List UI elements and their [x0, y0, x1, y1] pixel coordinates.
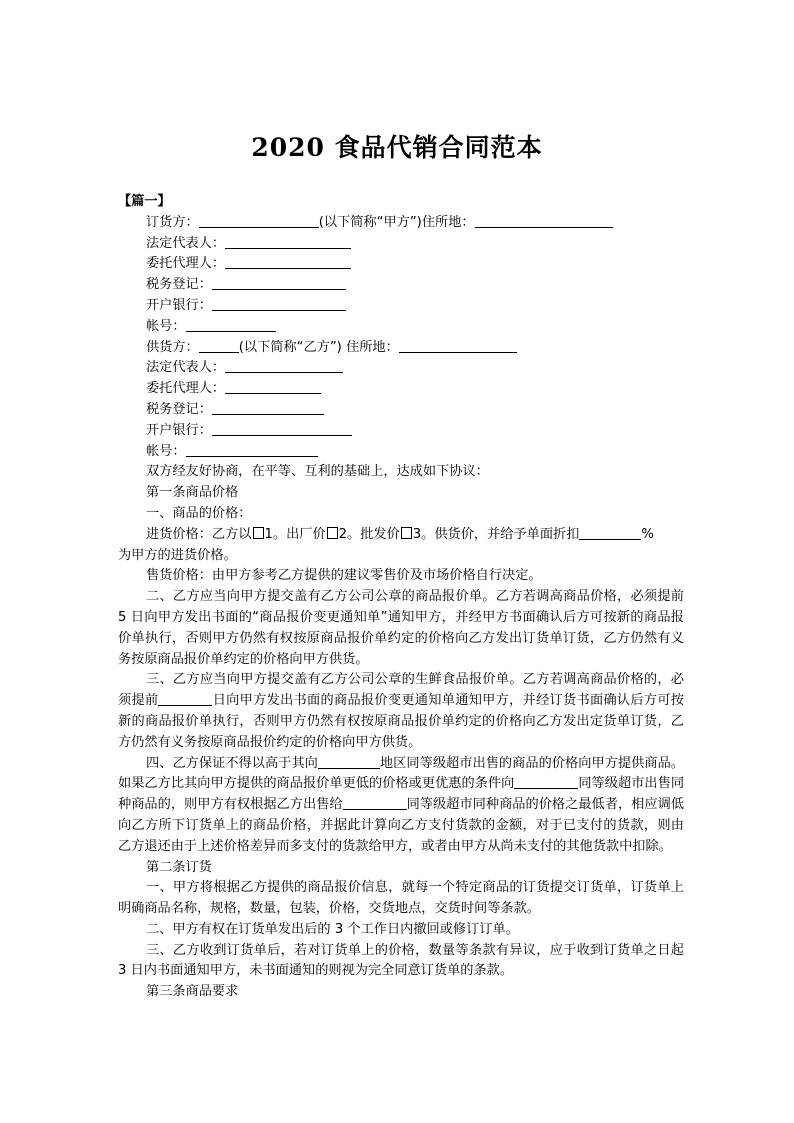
seller-account-line	[118, 442, 684, 463]
clause-3-text-a: 三、乙方应当向甲方提交盖有乙方公司公章的生鲜食品报价单。乙方若调高商品价格的，必须提前	[118, 672, 684, 709]
tax-blank[interactable]	[212, 400, 324, 415]
buyer-account-line	[118, 317, 684, 338]
document-title: 2020 食品代销合同范本	[251, 133, 543, 162]
article-2-clause-1: 一、甲方将根据乙方提供的商品报价信息，就每一个特定商品的订货提交订货单，订货单上明确商品名称，规格，数量，包装，价格，交货地点，交货时间等条款。	[118, 880, 684, 917]
seller-bank-line	[118, 421, 684, 442]
competitor-blank[interactable]	[514, 774, 578, 789]
tax-label: 税务登记：	[146, 401, 212, 417]
agent-label: 委托代理人：	[146, 256, 226, 272]
buyer-line	[118, 213, 684, 234]
clause-4-text-c: 同等级超市出售同种商品的，则甲方有权根据乙方出售给	[118, 776, 685, 813]
clause-4-text-a: 四、乙方保证不得以高于其向	[146, 755, 318, 771]
article-1-clause-4	[118, 754, 684, 858]
seller-alias: (以下简称“乙方”) 住所地：	[238, 339, 399, 355]
article-2-heading: 第二条订货	[146, 859, 212, 875]
buyer-agent-line	[118, 254, 684, 275]
article-3-heading: 第三条商品要求	[146, 984, 239, 1000]
account-blank[interactable]	[186, 442, 318, 457]
discount-blank[interactable]	[579, 525, 641, 540]
article-1-clause-1: 一、商品的价格：	[146, 505, 252, 521]
bank-label: 开户银行：	[146, 422, 212, 438]
legal-rep-label: 法定代表人：	[146, 360, 226, 376]
agent-label: 委托代理人：	[146, 381, 226, 397]
legal-rep-blank[interactable]	[225, 234, 351, 249]
seller-address-blank[interactable]	[399, 338, 517, 353]
purchase-text-d: 3。供货价，并给予单面折扣	[412, 526, 580, 542]
legal-rep-blank[interactable]	[225, 358, 343, 373]
account-blank[interactable]	[186, 317, 276, 332]
contract-body	[118, 192, 684, 1003]
section-heading: 【篇一】	[118, 194, 171, 209]
seller-tax-line	[118, 400, 684, 421]
article-1-heading: 第一条商品价格	[146, 485, 239, 501]
tax-label: 税务登记：	[146, 277, 212, 293]
region-blank[interactable]	[318, 754, 380, 769]
checkbox-wholesale[interactable]	[327, 527, 338, 539]
purchase-text-c: 2。批发价	[338, 526, 400, 542]
clause-4-text-b: 地区同等级超市出售的商品的价格向甲方提供商品。如果乙方比其向甲方提供的商品报价单更低的价格或更优惠的条件向	[118, 755, 684, 792]
buyer-alias: (以下简称“甲方”)住所地：	[318, 214, 475, 230]
purchase-price-paragraph	[118, 525, 684, 567]
buyer-tax-line	[118, 275, 684, 296]
account-label: 帐号：	[146, 318, 186, 334]
article-1-clause-2: 二、乙方应当向甲方提交盖有乙方公司公章的商品报价单。乙方若调高商品价格，必须提前 5 日向甲方发出书面的“商品报价变更通知单”通知甲方，并经甲方书面确认后方可按新的商品报价单执行，否则甲方仍然有权按原商品报价单约定的价格向乙方发出订货单订货，乙方仍然有义务按原商品报价单约定的价格向甲方供货。	[118, 589, 684, 667]
agreement-intro: 双方经友好协商，在平等、互利的基础上，达成如下协议：	[146, 464, 489, 480]
seller-agent-line	[118, 379, 684, 400]
checkbox-ex-factory[interactable]	[253, 527, 264, 539]
bank-label: 开户银行：	[146, 297, 212, 313]
competitor-blank-2[interactable]	[343, 795, 407, 810]
clause-3-text-b: 日向甲方发出书面的商品报价变更通知单通知甲方，并经订货书面确认后方可按新的商品报价单执行，否则甲方仍然有权按原商品报价单约定的价格向乙方发出定货单订货，乙方仍然有义务按原商品报价约定的价格向甲方供货。	[118, 693, 684, 750]
buyer-bank-line	[118, 296, 684, 317]
article-2-clause-3: 三、乙方收到订货单后，若对订货单上的价格，数量等条款有异议，应于收到订货单之日起 3 日内书面通知甲方，未书面通知的则视为完全同意订货单的条款。	[118, 942, 684, 979]
account-label: 帐号：	[146, 443, 186, 459]
seller-legal-rep-line	[118, 358, 684, 379]
retail-price-paragraph: 售货价格：由甲方参考乙方提供的建议零售价及市场价格自行决定。	[146, 568, 542, 584]
buyer-blank[interactable]	[199, 213, 319, 228]
agent-blank[interactable]	[225, 379, 321, 394]
advance-days-blank[interactable]	[158, 691, 212, 706]
purchase-text-f: 为甲方的进货价格。	[118, 547, 237, 563]
seller-blank[interactable]	[199, 338, 239, 353]
percent-sign: %	[641, 526, 654, 542]
seller-label: 供货方：	[146, 339, 199, 355]
agent-blank[interactable]	[225, 254, 351, 269]
article-1-clause-3	[118, 670, 684, 753]
checkbox-supply[interactable]	[401, 527, 412, 539]
legal-rep-label: 法定代表人：	[146, 235, 226, 251]
clause-4-text-d: 同等级超市同种商品的价格之最低者，相应调低向乙方所下订货单上的商品价格，并据此计算向乙方支付货款的金额，对于已支付的货款，则由乙方退还由于上述价格差异而多支付的货款给甲方，或者由甲方从尚未支付的其他货款中扣除。	[118, 797, 684, 854]
buyer-label: 订货方：	[146, 214, 199, 230]
seller-line	[118, 338, 684, 359]
tax-blank[interactable]	[212, 275, 346, 290]
buyer-address-blank[interactable]	[475, 213, 613, 228]
purchase-text-a: 进货价格：乙方以	[146, 526, 252, 542]
purchase-text-b: 1。出厂价	[264, 526, 326, 542]
bank-blank[interactable]	[212, 421, 352, 436]
bank-blank[interactable]	[212, 296, 346, 311]
buyer-legal-rep-line	[118, 234, 684, 255]
article-2-clause-2: 二、甲方有权在订货单发出后的 3 个工作日内撤回或修订订单。	[146, 921, 519, 937]
